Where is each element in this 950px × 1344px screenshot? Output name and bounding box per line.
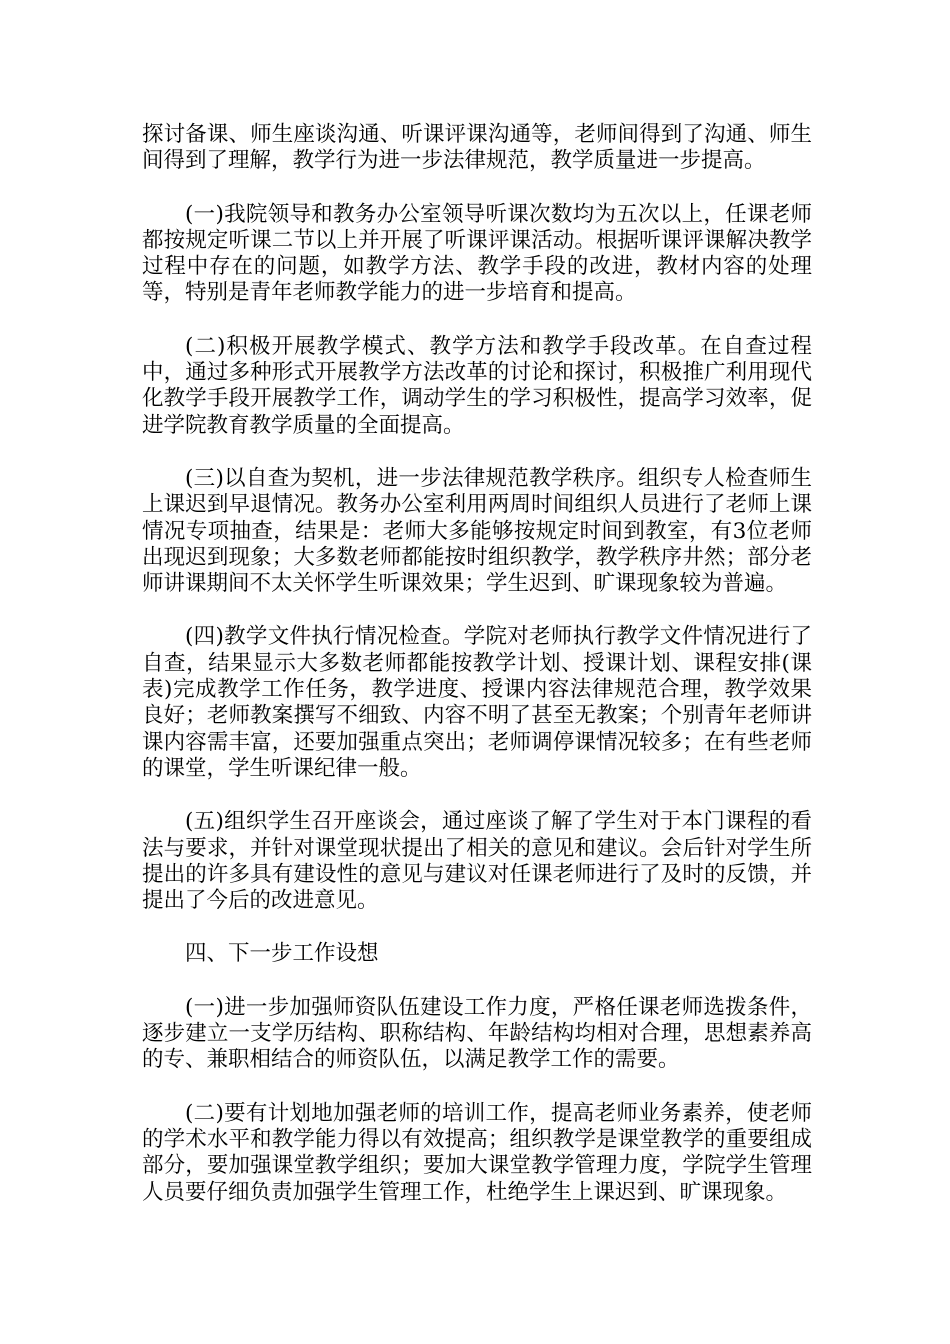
paragraph-item-5: (五)组织学生召开座谈会，通过座谈了解了学生对于本门课程的看法与要求，并针对课堂现状提出了相关的意见和建议。会后针对学生所提出的许多具有建设性的意见与建议对任课老师进行了及时的反馈，并提出了今后的改进意见。 [142, 809, 812, 914]
paragraph-item-3: (三)以自查为契机，进一步法律规范教学秩序。组织专人检查师生上课迟到早退情况。教务办公室利用两周时间组织人员进行了老师上课情况专项抽查，结果是：老师大多能够按规定时间到教室，有3位老师出现迟到现象；大多数老师都能按时组织教学，教学秩序井然；部分老师讲课期间不太关怀学生听课效果；学生迟到、旷课现象较为普遍。 [142, 465, 812, 597]
paragraph-item-4: (四)教学文件执行情况检查。学院对老师执行教学文件情况进行了自查，结果显示大多数老师都能按教学计划、授课计划、课程安排(课表)完成教学工作任务，教学进度、授课内容法律规范合理，教学效果良好；老师教案撰写不细致、内容不明了甚至无教案；个别青年老师讲课内容需丰富，还要加强重点突出；老师调停课情况较多；在有些老师的课堂，学生听课纪律一般。 [142, 624, 812, 781]
paragraph-item-2: (二)积极开展教学模式、教学方法和教学手段改革。在自查过程中，通过多种形式开展教学方法改革的讨论和探讨，积极推广利用现代化教学手段开展教学工作，调动学生的学习积极性，提高学习效率，促进学院教育教学质量的全面提高。 [142, 333, 812, 438]
paragraph-plan-1: (一)进一步加强师资队伍建设工作力度，严格任课老师选拨条件，逐步建立一支学历结构、职称结构、年龄结构均相对合理，思想素养高的专、兼职相结合的师资队伍，以满足教学工作的需要。 [142, 994, 812, 1073]
document-page [142, 122, 812, 1233]
paragraph-plan-2: (二)要有计划地加强老师的培训工作，提高老师业务素养，使老师的学术水平和教学能力得以有效提高；组织教学是课堂教学的重要组成部分，要加强课堂教学组织；要加大课堂教学管理力度，学院学生管理人员要仔细负责加强学生管理工作，杜绝学生上课迟到、旷课现象。 [142, 1100, 812, 1205]
paragraph-item-1: (一)我院领导和教务办公室领导听课次数均为五次以上，任课老师都按规定听课二节以上并开展了听课评课活动。根据听课评课解决教学过程中存在的问题，如教学方法、教学手段的改进，教材内容的处理等，特别是青年老师教学能力的进一步培育和提高。 [142, 201, 812, 306]
paragraph-continuation: 探讨备课、师生座谈沟通、听课评课沟通等，老师间得到了沟通、师生间得到了理解，教学行为进一步法律规范，教学质量进一步提高。 [142, 122, 812, 174]
section-heading: 四、下一步工作设想 [185, 941, 379, 967]
